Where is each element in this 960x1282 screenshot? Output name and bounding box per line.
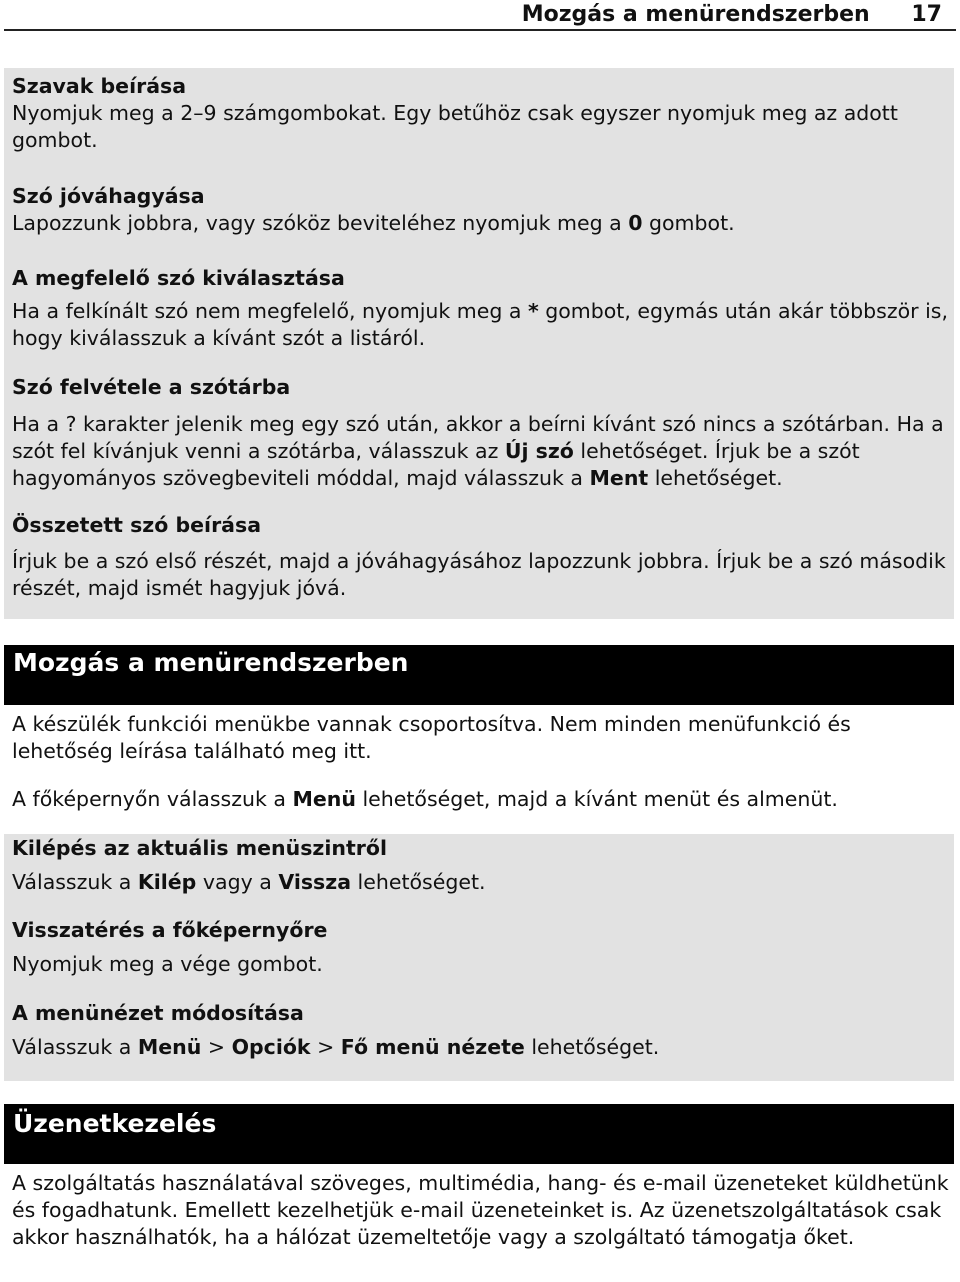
section-heading-messaging: Üzenetkezelés xyxy=(4,1104,954,1164)
entry-text: Nyomjuk meg a 2–9 számgombokat. Egy betűhöz csak egyszer nyomjuk meg az adott gombot. xyxy=(12,101,898,152)
paragraph-text: A főképernyőn válasszuk a Menü lehetőséget, majd a kívánt menüt és almenüt. xyxy=(12,787,838,811)
messaging-intro-paragraph xyxy=(12,1170,950,1251)
page-header xyxy=(4,0,956,31)
entry-title: A menünézet módosítása xyxy=(12,1001,304,1025)
section-heading-menu: Mozgás a menürendszerben xyxy=(4,645,954,705)
option-label: Opciók xyxy=(231,1035,311,1059)
entry-typing-words xyxy=(12,73,948,154)
paragraph-text: A szolgáltatás használatával szöveges, multimédia, hang- és e-mail üzeneteket küldhetünk és fogadhatunk. Emellett kezelhetjük e-mail üzeneteinket is. Az üzenetszolgáltatások csak akkor használhatók, ha a hálózat üzemeltetője vagy a szolgáltató támogatja őket. xyxy=(12,1171,949,1249)
key-label: * xyxy=(527,299,539,323)
entry-title: Szavak beírása xyxy=(12,74,187,98)
option-label: Menü xyxy=(292,787,356,811)
entry-return-home xyxy=(12,917,948,978)
entry-text: Ha a ? karakter jelenik meg egy szó után, akkor a beírni kívánt szó nincs a szótárban. Ha a szót fel kívánjuk venni a szótárba, válasszuk az Új szó lehetőséget. Írjuk be a szót hagyományos szövegbeviteli móddal, majd válasszuk a Ment lehetőséget. xyxy=(12,412,944,490)
option-label: Menü xyxy=(137,1035,202,1059)
menu-intro-paragraph xyxy=(12,711,950,765)
entry-exit-level xyxy=(12,835,948,896)
entry-title: Visszatérés a főképernyőre xyxy=(12,918,328,942)
entry-select-word xyxy=(12,265,948,352)
entry-compound-word xyxy=(12,512,948,602)
entry-title: A megfelelő szó kiválasztása xyxy=(12,266,345,290)
paragraph-text: A készülék funkciói menükbe vannak csoportosítva. Nem minden menüfunkció és lehetőség leírása található meg itt. xyxy=(12,712,851,763)
tip-box-menu xyxy=(4,834,954,1081)
entry-text: Lapozzunk jobbra, vagy szóköz beviteléhez nyomjuk meg a 0 gombot. xyxy=(12,211,735,235)
entry-title: Kilépés az aktuális menüszintről xyxy=(12,836,387,860)
menu-open-paragraph xyxy=(12,786,950,813)
page-number: 17 xyxy=(911,2,942,27)
option-label: Új szó xyxy=(504,439,574,463)
entry-text: Írjuk be a szó első részét, majd a jóváhagyásához lapozzunk jobbra. Írjuk be a szó második részét, majd ismét hagyjuk jóvá. xyxy=(12,549,946,600)
option-label: Fő menü nézete xyxy=(340,1035,525,1059)
tip-box-text-entry xyxy=(4,68,954,619)
key-label: 0 xyxy=(628,211,643,235)
entry-text: Válasszuk a Kilép vagy a Vissza lehetőséget. xyxy=(12,870,486,894)
entry-title: Szó jóváhagyása xyxy=(12,184,205,208)
entry-text: Ha a felkínált szó nem megfelelő, nyomjuk meg a * gombot, egymás után akár többször is, hogy kiválasszuk a kívánt szót a listáról. xyxy=(12,299,948,350)
header-title: Mozgás a menürendszerben xyxy=(521,2,870,27)
option-label: Kilép xyxy=(137,870,197,894)
entry-title: Szó felvétele a szótárba xyxy=(12,375,291,399)
entry-change-view xyxy=(12,1000,948,1061)
entry-add-word xyxy=(12,374,948,492)
entry-text: Nyomjuk meg a vége gombot. xyxy=(12,952,323,976)
entry-title: Összetett szó beírása xyxy=(12,513,262,537)
entry-text: Válasszuk a Menü > Opciók > Fő menü nézete lehetőséget. xyxy=(12,1035,660,1059)
option-label: Vissza xyxy=(278,870,352,894)
option-label: Ment xyxy=(589,466,649,490)
entry-confirm-word xyxy=(12,183,948,237)
